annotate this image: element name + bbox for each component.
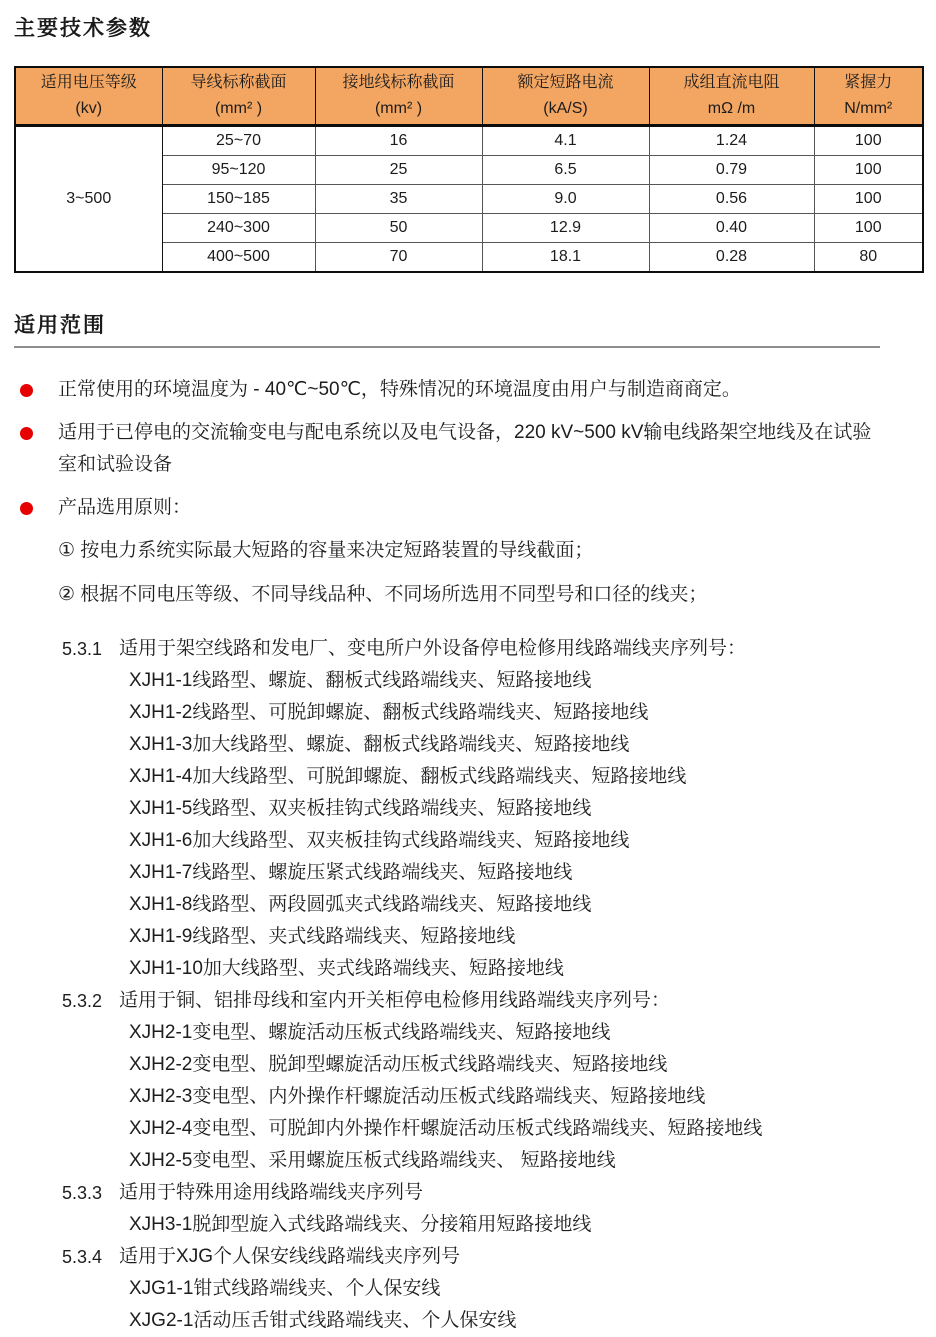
section-heading [14, 633, 922, 665]
list-item [14, 374, 922, 406]
section-title: 适用于铜、铝排母线和室内开关柜停电检修用线路端线夹序列号： [119, 990, 671, 1011]
model-list-item: XJH2-1变电型、螺旋活动压板式线路端线夹、短路接地线 [129, 1022, 611, 1043]
section-heading [14, 985, 922, 1017]
table-cell: 0.40 [649, 214, 814, 243]
header-voltage [15, 67, 162, 126]
table-cell: 100 [814, 156, 923, 185]
table-cell: 0.56 [649, 185, 814, 214]
header-ground-section [315, 67, 482, 126]
table-cell: 95~120 [162, 156, 315, 185]
table-cell: 0.79 [649, 156, 814, 185]
series-sections [14, 633, 922, 1337]
section-number: 5.3.4 [62, 1247, 103, 1267]
table-cell: 16 [315, 126, 482, 156]
model-list-item: XJH2-5变电型、采用螺旋压板式线路端线夹、 短路接地线 [129, 1150, 616, 1171]
table-cell: 400~500 [162, 243, 315, 273]
section-number: 5.3.2 [62, 991, 103, 1011]
principle-item: ② 根据不同电压等级、不同导线品种、不同场所选用不同型号和口径的线夹； [58, 584, 708, 605]
header-label: 成组直流电阻 [683, 74, 780, 91]
model-list-item: XJH1-8线路型、两段圆弧夹式线路端线夹、短路接地线 [129, 894, 592, 915]
table-cell: 35 [315, 185, 482, 214]
model-list-item: XJH2-2变电型、脱卸型螺旋活动压板式线路端线夹、短路接地线 [129, 1054, 668, 1075]
header-conductor-section [162, 67, 315, 126]
header-unit: (kA/S) [543, 100, 588, 117]
section-title: 适用于架空线路和发电厂、变电所户外设备停电检修用线路端线夹序列号： [119, 638, 747, 659]
selection-principles [14, 535, 922, 611]
scope-bullet-list [14, 374, 922, 524]
table-cell: 100 [814, 185, 923, 214]
table-cell: 0.28 [649, 243, 814, 273]
header-label: 额定短路电流 [517, 74, 614, 91]
table-header [15, 67, 923, 126]
header-short-circuit-current [482, 67, 649, 126]
header-unit: (mm² ) [214, 100, 263, 117]
model-list-item: XJH2-3变电型、内外操作杆螺旋活动压板式线路端线夹、短路接地线 [129, 1086, 706, 1107]
list-item [14, 417, 922, 481]
section-heading [14, 1241, 922, 1273]
table-cell: 70 [315, 243, 482, 273]
model-list-item: XJH1-6加大线路型、双夹板挂钩式线路端线夹、短路接地线 [129, 830, 630, 851]
table-cell: 9.0 [482, 185, 649, 214]
scope-section-title: 适用范围 [14, 314, 106, 337]
page-title: 主要技术参数 [14, 17, 152, 40]
header-grip-force [814, 67, 923, 126]
section-5-3-1 [14, 633, 922, 985]
model-list-item: XJH1-3加大线路型、螺旋、翻板式线路端线夹、短路接地线 [129, 734, 630, 755]
table-cell: 50 [315, 214, 482, 243]
table-cell: 100 [814, 126, 923, 156]
model-list-item: XJH3-1脱卸型旋入式线路端线夹、分接箱用短路接地线 [129, 1214, 592, 1235]
model-list-item: XJH1-7线路型、螺旋压紧式线路端线夹、短路接地线 [129, 862, 573, 883]
bullet-dot-icon [20, 427, 33, 440]
section-divider [14, 346, 880, 348]
header-unit: (kv) [75, 100, 103, 117]
section-5-3-2 [14, 985, 922, 1177]
bullet-text: 正常使用的环境温度为 - 40℃~50℃，特殊情况的环境温度由用户与制造商商定。 [58, 379, 741, 400]
model-list-item: XJH2-4变电型、可脱卸内外操作杆螺旋活动压板式线路端线夹、短路接地线 [129, 1118, 763, 1139]
table-cell: 100 [814, 214, 923, 243]
header-unit: N/mm² [844, 100, 893, 117]
model-list-item: XJH1-9线路型、夹式线路端线夹、短路接地线 [129, 926, 516, 947]
list-item [14, 492, 922, 524]
table-cell: 18.1 [482, 243, 649, 273]
section-heading [14, 1177, 922, 1209]
table-cell: 150~185 [162, 185, 315, 214]
bullet-text: 产品选用原则： [58, 497, 192, 518]
tech-params-table [14, 66, 924, 273]
table-cell: 240~300 [162, 214, 315, 243]
table-cell: 6.5 [482, 156, 649, 185]
header-label: 适用电压等级 [40, 74, 137, 91]
model-list-item: XJG1-1钳式线路端线夹、个人保安线 [129, 1278, 441, 1299]
header-row [15, 67, 923, 126]
bullet-dot-icon [20, 502, 33, 515]
model-list-item: XJH1-4加大线路型、可脱卸螺旋、翻板式线路端线夹、短路接地线 [129, 766, 687, 787]
section-title: 适用于XJG个人保安线线路端线夹序列号 [119, 1246, 460, 1267]
section-5-3-4 [14, 1241, 922, 1337]
section-number: 5.3.3 [62, 1183, 103, 1203]
table-cell: 25 [315, 156, 482, 185]
header-unit: (mm² ) [374, 100, 423, 117]
table-cell: 1.24 [649, 126, 814, 156]
voltage-range-cell: 3~500 [15, 126, 162, 273]
table-cell: 12.9 [482, 214, 649, 243]
table-cell: 4.1 [482, 126, 649, 156]
table-body [15, 126, 923, 273]
section-title: 适用于特殊用途用线路端线夹序列号 [119, 1182, 424, 1203]
table-cell: 25~70 [162, 126, 315, 156]
principle-item: ① 按电力系统实际最大短路的容量来决定短路装置的导线截面； [58, 540, 594, 561]
header-unit: mΩ /m [707, 100, 756, 117]
model-list-item: XJG2-1活动压舌钳式线路端线夹、个人保安线 [129, 1310, 517, 1331]
model-list-item: XJH1-10加大线路型、夹式线路端线夹、短路接地线 [129, 958, 564, 979]
header-dc-resistance [649, 67, 814, 126]
header-label: 接地线标称截面 [342, 74, 455, 91]
header-label: 导线标称截面 [190, 74, 287, 91]
model-list-item: XJH1-5线路型、双夹板挂钩式线路端线夹、短路接地线 [129, 798, 592, 819]
model-list-item: XJH1-2线路型、可脱卸螺旋、翻板式线路端线夹、短路接地线 [129, 702, 649, 723]
bullet-dot-icon [20, 384, 33, 397]
bullet-text: 适用于已停电的交流输变电与配电系统以及电气设备，220 kV~500 kV输电线路架空地线及在试验室和试验设备 [58, 422, 872, 475]
table-row [15, 126, 923, 156]
header-label: 紧握力 [844, 74, 893, 91]
section-number: 5.3.1 [62, 639, 103, 659]
section-5-3-3 [14, 1177, 922, 1241]
table-cell: 80 [814, 243, 923, 273]
model-list-item: XJH1-1线路型、螺旋、翻板式线路端线夹、短路接地线 [129, 670, 592, 691]
